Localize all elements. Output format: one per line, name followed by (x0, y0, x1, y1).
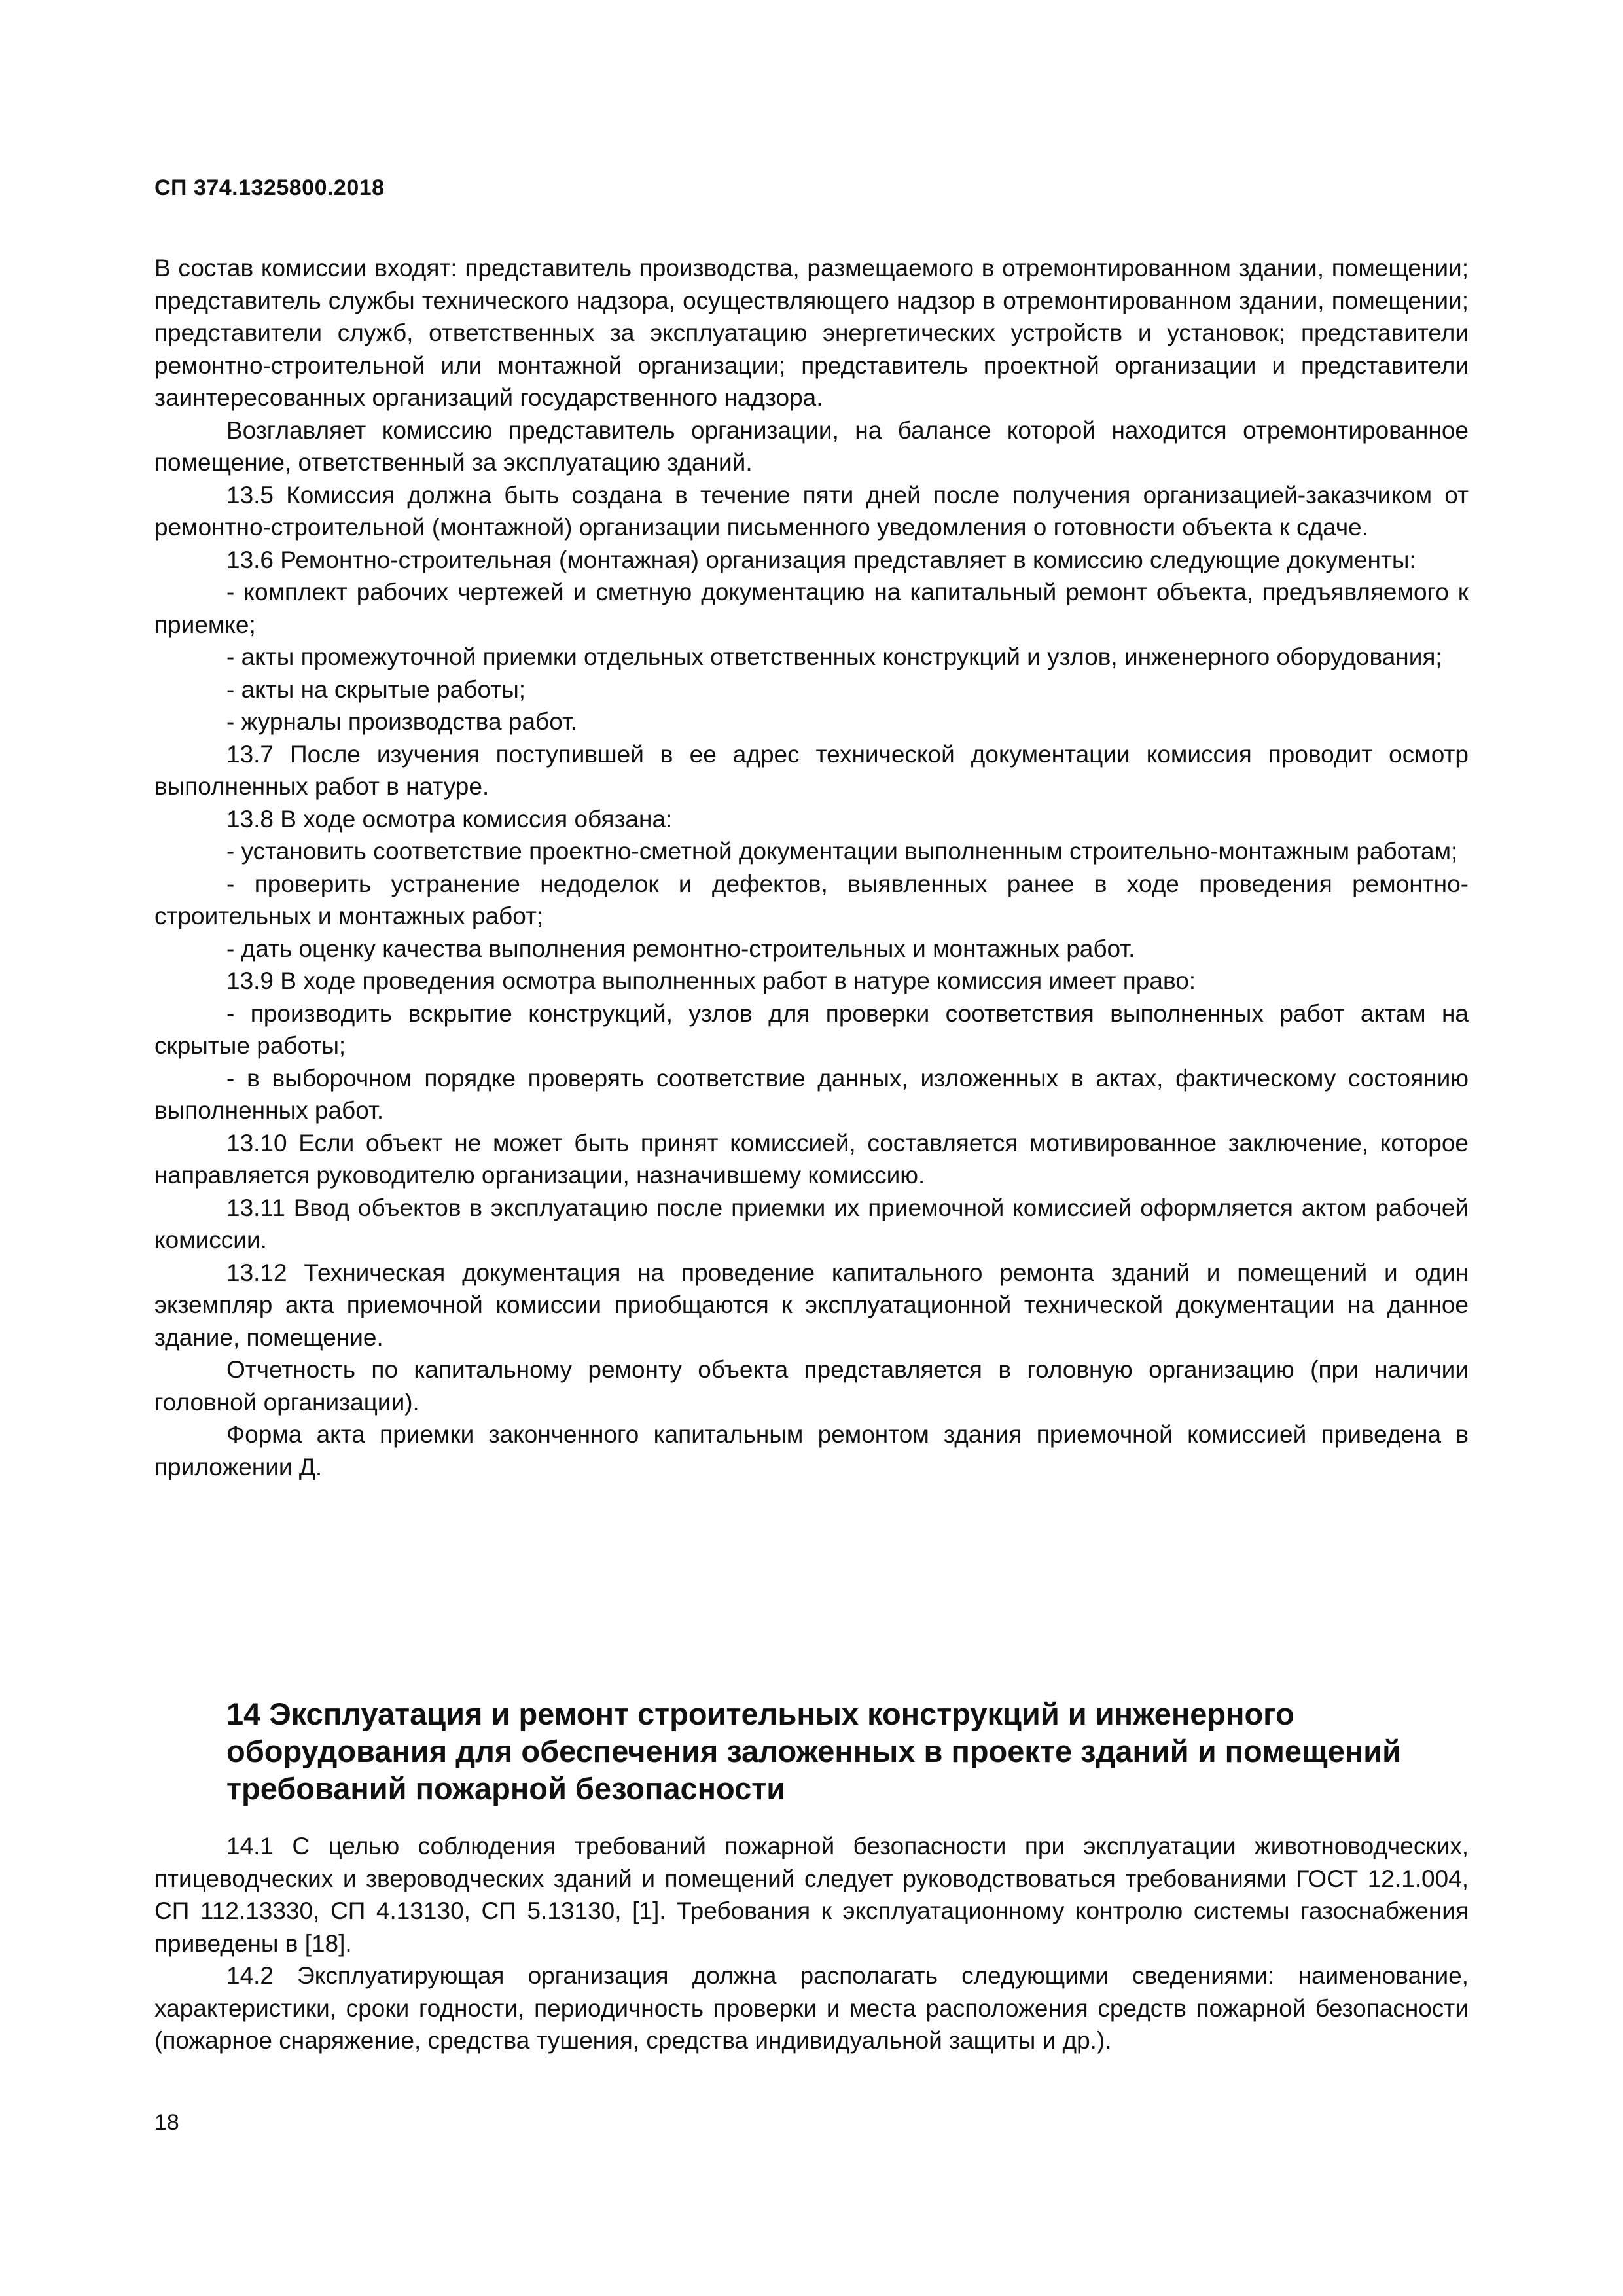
paragraph-13-12: 13.12 Техническая документация на проведение капитального ремонта зданий и помещений и один экземпляр акта приемочной комиссии приобщаются к эксплуатационной технической документации на данное здание, помещение. (154, 1259, 1469, 1351)
paragraph-commission-composition: В состав комиссии входят: представитель производства, размещаемого в отремонтированном здании, помещении; представитель службы технического надзора, осуществляющего надзор в отремонтированном здании, помещении; представители служб, ответственных за эксплуатацию энергетических устройств и установок; представители ремонтно-строительной или монтажной организации; представитель проектной организации и представители заинтересованных организаций государственного надзора. (154, 255, 1469, 411)
paragraph-13-8: 13.8 В ходе осмотра комиссия обязана: (226, 805, 673, 833)
document-code-header: СП 374.1325800.2018 (154, 175, 385, 200)
paragraph-14-2: 14.2 Эксплуатирующая организация должна располагать следующими сведениями: наименование, характеристики, сроки годности, периодичность проверки и места расположения средств пожарной безопасности (пожарное снаряжение, средства тушения, средства индивидуальной защиты и др.). (154, 1962, 1469, 2054)
paragraph-13-10: 13.10 Если объект не может быть принят комиссией, составляется мотивированное заключение, которое направляется руководителю организации, назначившему комиссию. (154, 1129, 1469, 1189)
section-14-heading: 14 Эксплуатация и ремонт строительных конструкций и инженерного оборудования для обеспечения заложенных в проекте зданий и помещений требований пожарной безопасности (226, 1696, 1402, 1806)
section-13-body (154, 252, 1469, 1483)
list-item-assess-quality: - дать оценку качества выполнения ремонтно-строительных и монтажных работ. (226, 935, 1135, 962)
paragraph-13-11: 13.11 Ввод объектов в эксплуатацию после приемки их приемочной комиссией оформляется актом рабочей комиссии. (154, 1194, 1469, 1253)
paragraph-13-5: 13.5 Комиссия должна быть создана в течение пяти дней после получения организацией-заказчиком от ремонтно-строительной (монтажной) организации письменного уведомления о готовности объекта к сдаче. (154, 481, 1469, 541)
paragraph-13-9: 13.9 В ходе проведения осмотра выполненных работ в натуре комиссия имеет право: (226, 967, 1196, 994)
paragraph-14-1: 14.1 С целью соблюдения требований пожарной безопасности при эксплуатации животноводческих, птицеводческих и звероводческих зданий и помещений следует руководствоваться требованиями ГОСТ 12.1.004, СП 112.13330, СП 4.13130, СП 5.13130, [1]. Требования к эксплуатационному контролю системы газоснабжения приведены в [18]. (154, 1833, 1469, 1957)
list-item-drawings: - комплект рабочих чертежей и сметную документацию на капитальный ремонт объекта, предъявляемого к приемке; (154, 579, 1469, 638)
page-number: 18 (154, 2110, 179, 2135)
list-item-hidden-works-acts: - акты на скрытые работы; (226, 675, 526, 703)
list-item-check-defects: - проверить устранение недоделок и дефектов, выявленных ранее в ходе проведения ремонтно-строительных и монтажных работ; (154, 870, 1469, 929)
list-item-selective-check: - в выборочном порядке проверять соответствие данных, изложенных в актах, фактическому состоянию выполненных работ. (154, 1064, 1469, 1124)
list-item-establish-compliance: - установить соответствие проектно-сметной документации выполненным строительно-монтажным работам; (226, 838, 1458, 865)
paragraph-acceptance-form: Форма акта приемки законченного капитальным ремонтом здания приемочной комиссией приведена в приложении Д. (154, 1421, 1469, 1480)
paragraph-13-7: 13.7 После изучения поступившей в ее адрес технической документации комиссия проводит осмотр выполненных работ в натуре. (154, 740, 1469, 800)
list-item-opening-structures: - производить вскрытие конструкций, узлов для проверки соответствия выполненных работ актам на скрытые работы; (154, 999, 1469, 1059)
section-14-body (154, 1830, 1469, 2057)
paragraph-reporting: Отчетность по капитальному ремонту объекта представляется в головную организацию (при наличии головной организации). (154, 1356, 1469, 1416)
list-item-intermediate-acts: - акты промежуточной приемки отдельных ответственных конструкций и узлов, инженерного оборудования; (226, 643, 1442, 670)
list-item-work-journals: - журналы производства работ. (226, 708, 578, 735)
paragraph-13-6: 13.6 Ремонтно-строительная (монтажная) организация представляет в комиссию следующие документы: (226, 546, 1416, 573)
paragraph-commission-head: Возглавляет комиссию представитель организации, на балансе которой находится отремонтированное помещение, ответственный за эксплуатацию зданий. (154, 416, 1469, 476)
